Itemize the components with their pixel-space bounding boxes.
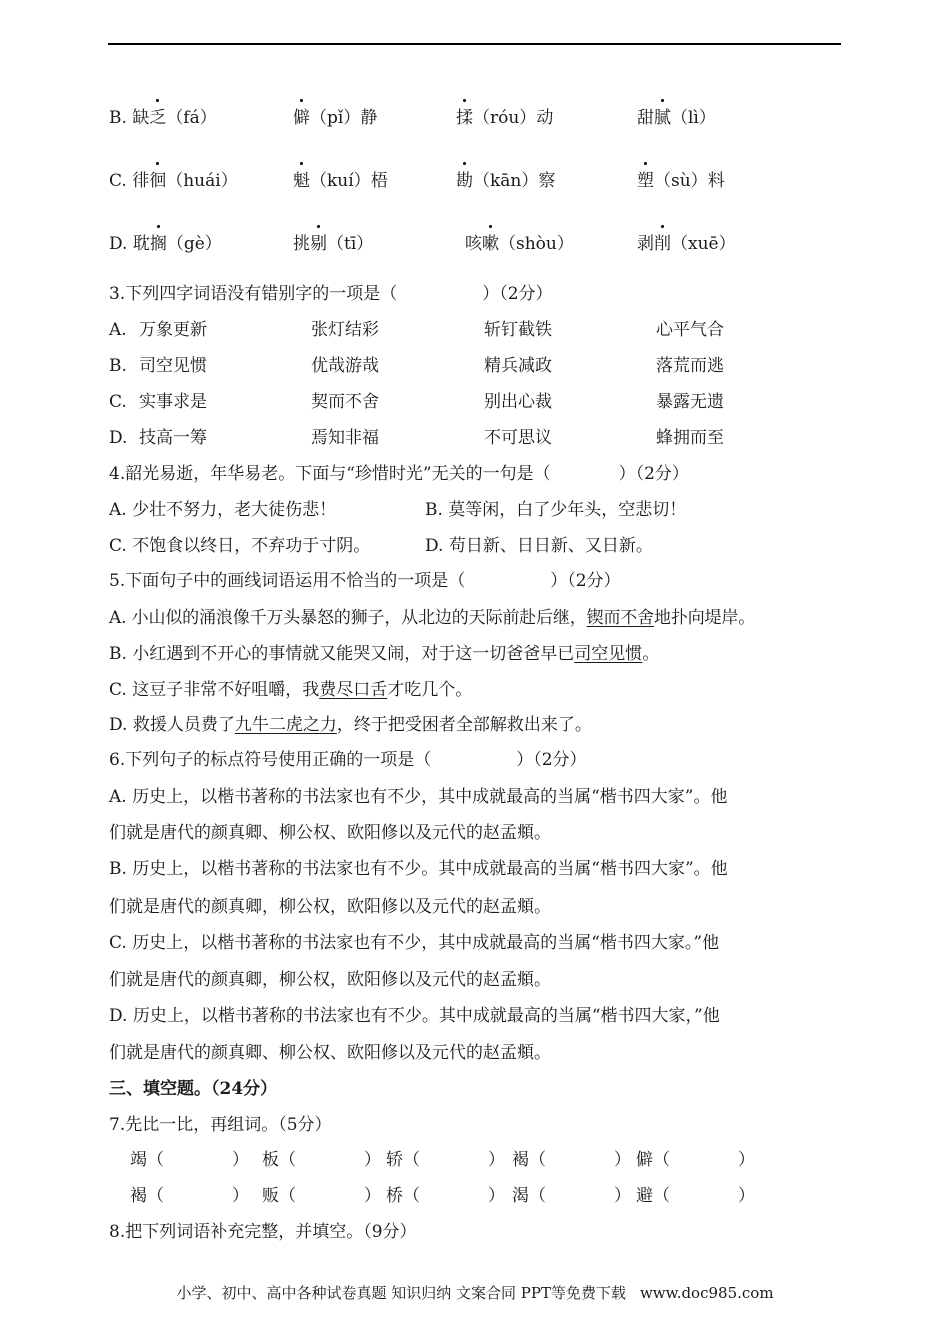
q5-option-c: C. 这豆子非常不好咀嚼，我费尽口舌才吃几个。: [109, 680, 473, 700]
dotted-char: 揉: [456, 108, 473, 128]
q2-c-word3: 勘（kān）察: [456, 171, 556, 191]
q7-blank: 贩（ ）: [262, 1186, 381, 1206]
q5-option-d: D. 救援人员费了九牛二虎之力，终于把受困者全部解救出来了。: [109, 715, 592, 735]
q3-word: 万象更新: [139, 320, 207, 340]
underlined-word: 费尽口舌: [319, 680, 388, 700]
header-rule: [108, 43, 841, 45]
q3-word: 落荒而逃: [656, 356, 724, 376]
q3-word: 张灯结彩: [311, 320, 379, 340]
q2-b-word4: 甜腻（lì）: [637, 108, 716, 128]
q7-blank: 褐（ ）: [512, 1150, 631, 1170]
section-heading: 三、填空题。（24分）: [109, 1079, 278, 1099]
q3-word: 斩钉截铁: [484, 320, 552, 340]
q3-word: 技高一筹: [139, 428, 207, 448]
footer-text: 小学、初中、高中各种试卷真题 知识归纳 文案合同 PPT等免费下载: [176, 1284, 626, 1302]
q6-option-a-line2: 们就是唐代的颜真卿、柳公权、欧阳修以及元代的赵孟頫。: [109, 823, 551, 843]
dotted-char: 塑: [637, 171, 654, 191]
q7-blank: 渴（ ）: [512, 1186, 631, 1206]
q7-blank: 板（ ）: [262, 1150, 381, 1170]
q3-word: 优哉游哉: [311, 356, 379, 376]
q2-d-word2: 挑剔（tī）: [293, 234, 374, 254]
q5-title: 5.下面句子中的画线词语运用不恰当的一项是（ ）（2分）: [109, 571, 621, 591]
q2-option-c: C. 徘徊（huái）: [109, 171, 238, 191]
q8-title: 8.把下列词语补充完整，并填空。（9分）: [109, 1222, 417, 1242]
dotted-char: 乏: [149, 108, 167, 128]
q4-option-b: B. 莫等闲，白了少年头，空悲切！: [425, 500, 687, 520]
q3-word: 焉知非福: [311, 428, 379, 448]
q6-title: 6.下列句子的标点符号使用正确的一项是（ ）（2分）: [109, 750, 587, 770]
underlined-word: 九牛二虎之力: [234, 715, 337, 735]
q6-option-c-line2: 们就是唐代的颜真卿，柳公权，欧阳修以及元代的赵孟頫。: [109, 970, 551, 990]
dotted-char: 勘: [456, 171, 473, 191]
q7-blank: 避（ ）: [636, 1186, 755, 1206]
q2-option-d: D. 耽搁（gè）: [109, 234, 222, 254]
q4-title: 4.韶光易逝，年华易老。下面与“珍惜时光”无关的一句是（ ）（2分）: [109, 464, 689, 484]
q6-option-d-line1: D. 历史上，以楷书著称的书法家也有不少。其中成就最高的当属“楷书四大家，”他: [109, 1006, 720, 1026]
option-label: C.: [109, 171, 127, 191]
q3-row-d-label: D.: [109, 428, 128, 448]
underlined-word: 锲而不舍: [586, 608, 654, 628]
q6-option-b-line2: 们就是唐代的颜真卿，柳公权，欧阳修以及元代的赵孟頫。: [109, 897, 551, 917]
q7-blank: 褐（ ）: [130, 1186, 249, 1206]
q3-word: 不可思议: [484, 428, 552, 448]
q6-option-a-line1: A. 历史上，以楷书著称的书法家也有不少，其中成就最高的当属“楷书四大家”。他: [109, 787, 728, 807]
dotted-char: 嗽: [482, 234, 499, 254]
q3-row-b-label: B.: [109, 356, 127, 376]
q2-b-word3: 揉（róu）动: [456, 108, 554, 128]
q2-b-word2: 僻（pǐ）静: [293, 108, 378, 128]
dotted-char: 魁: [293, 171, 310, 191]
option-label: B.: [109, 108, 127, 128]
q5-option-a: A. 小山似的涌浪像千万头暴怒的狮子，从北边的天际前赴后继，锲而不舍地扑向堤岸。: [109, 608, 756, 628]
q3-row-a-label: A.: [109, 320, 127, 340]
q3-word: 心平气合: [656, 320, 724, 340]
q3-word: 暴露无遗: [656, 392, 724, 412]
q3-word: 司空见惯: [139, 356, 207, 376]
dotted-char: 腻: [654, 108, 671, 128]
q2-d-word3: 咳嗽（shòu）: [465, 234, 574, 254]
dotted-char: 搁: [149, 234, 167, 254]
q7-title: 7.先比一比，再组词。（5分）: [109, 1115, 332, 1135]
footer-url[interactable]: www.doc985.com: [639, 1284, 774, 1302]
q2-d-word4: 剥削（xuē）: [637, 234, 736, 254]
q6-option-d-line2: 们就是唐代的颜真卿、柳公权、欧阳修以及元代的赵孟頫。: [109, 1043, 551, 1063]
q3-word: 别出心裁: [484, 392, 552, 412]
q7-blank: 竭（ ）: [130, 1150, 249, 1170]
q2-c-word4: 塑（sù）料: [637, 171, 725, 191]
q3-word: 实事求是: [139, 392, 207, 412]
q2-option-b: B. 缺乏（fá）: [109, 108, 217, 128]
q7-blank: 桥（ ）: [386, 1186, 505, 1206]
q3-word: 精兵减政: [484, 356, 552, 376]
q7-blank: 僻（ ）: [636, 1150, 755, 1170]
dotted-char: 剔: [310, 234, 327, 254]
page-footer: [0, 1283, 950, 1303]
q2-c-word2: 魁（kuí）梧: [293, 171, 388, 191]
option-label: D.: [109, 234, 128, 254]
q3-word: 蜂拥而至: [656, 428, 724, 448]
q6-option-c-line1: C. 历史上，以楷书著称的书法家也有不少，其中成就最高的当属“楷书四大家。”他: [109, 933, 720, 953]
q7-blank: 轿（ ）: [386, 1150, 505, 1170]
dotted-char: 削: [654, 234, 671, 254]
q4-option-a: A. 少壮不努力，老大徒伤悲！: [109, 500, 337, 520]
q5-option-b: B. 小红遇到不开心的事情就又能哭又闹，对于这一切爸爸早已司空见惯。: [109, 644, 660, 664]
q3-row-c-label: C.: [109, 392, 127, 412]
q3-title: 3.下列四字词语没有错别字的一项是（ ）（2分）: [109, 284, 553, 304]
q3-word: 契而不舍: [311, 392, 379, 412]
q6-option-b-line1: B. 历史上，以楷书著称的书法家也有不少。其中成就最高的当属“楷书四大家”。他: [109, 859, 728, 879]
dotted-char: 僻: [293, 108, 310, 128]
q4-option-d: D. 苟日新、日日新、又日新。: [425, 536, 653, 556]
underlined-word: 司空见惯: [574, 644, 643, 664]
dotted-char: 徊: [149, 171, 167, 191]
q4-option-c: C. 不饱食以终日，不弃功于寸阴。: [109, 536, 371, 556]
